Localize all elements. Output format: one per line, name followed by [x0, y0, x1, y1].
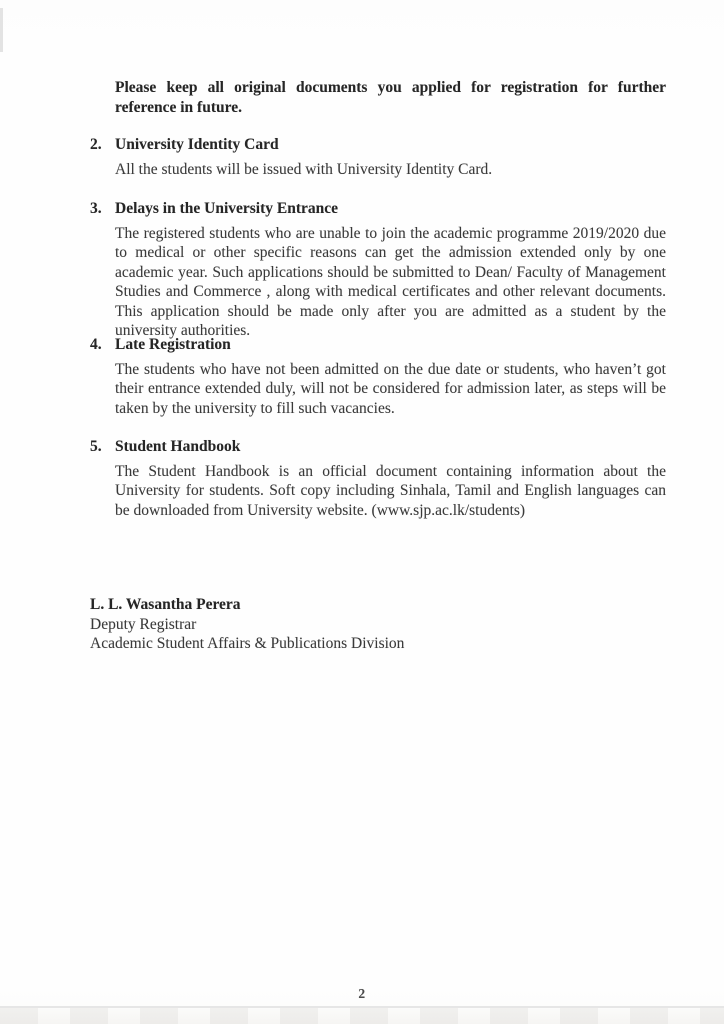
- section-body: All the students will be issued with University Identity Card.: [115, 160, 493, 178]
- section-body: The Student Handbook is an official document containing information about the University for students. Soft copy including Sinhala, Tamil and English languages can be downloaded from University website. (www.sjp.ac.lk/students): [115, 462, 666, 519]
- section-body: The students who have not been admitted on the due date or students, who haven’t got their entrance extended duly, will not be considered for admission later, as steps will be taken by the university to fill such vacancies.: [115, 360, 666, 417]
- intro-note-block: [90, 78, 666, 117]
- section-body: The registered students who are unable to join the academic programme 2019/2020 due to medical or other specific reasons can get the admission extended only by one academic year. Such applications should be submitted to Dean/ Faculty of Management Studies and Commerce , along with medical certificates and other relevant documents. This application should be made only after you are admitted as a student by the university authorities.: [115, 224, 666, 339]
- section-student-handbook: [90, 437, 666, 520]
- page-number: 2: [358, 986, 366, 1001]
- section-title: Student Handbook: [115, 438, 241, 455]
- signatory-title: Deputy Registrar: [90, 615, 197, 633]
- section-university-identity-card: [90, 135, 666, 179]
- scan-bottom-strip-artifact: [0, 1008, 724, 1024]
- signature-block: [90, 595, 666, 654]
- section-late-registration: [90, 335, 666, 418]
- section-number: 3.: [90, 200, 102, 217]
- scan-edge-artifact: [0, 8, 3, 52]
- section-delays-university-entrance: [90, 199, 666, 341]
- section-title: Late Registration: [115, 336, 231, 353]
- section-number: 5.: [90, 438, 102, 455]
- section-number: 4.: [90, 336, 102, 353]
- intro-note: Please keep all original documents you applied for registration for further reference in future.: [115, 79, 666, 116]
- section-title: University Identity Card: [115, 136, 279, 153]
- section-title: Delays in the University Entrance: [115, 200, 339, 217]
- signatory-division: Academic Student Affairs & Publications Division: [90, 635, 405, 652]
- section-number: 2.: [90, 136, 102, 153]
- signatory-name: L. L. Wasantha Perera: [90, 596, 241, 613]
